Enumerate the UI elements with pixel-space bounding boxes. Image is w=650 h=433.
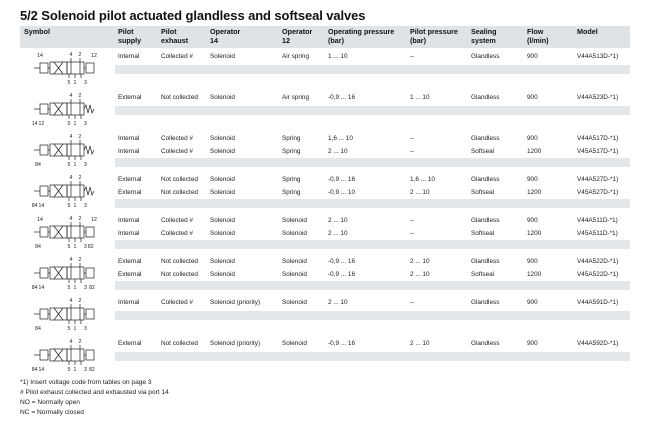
cell-pilot-supply: Internal xyxy=(118,53,140,60)
header-flow: Flow (l/min) xyxy=(527,27,549,45)
svg-text:4: 4 xyxy=(69,339,73,345)
cell-pilot-pressure: 1,6 ... 10 xyxy=(410,176,435,183)
cell-pilot-supply: External xyxy=(118,340,142,347)
cell-sealing-system: Glandless xyxy=(471,340,500,347)
svg-text:3 82: 3 82 xyxy=(84,244,94,250)
table-row xyxy=(20,268,630,281)
footnote: *1) Insert voltage code from tables on page 3 xyxy=(20,379,152,386)
valve-group xyxy=(20,171,630,212)
row-separator-band xyxy=(115,240,630,249)
cell-operator-14: Solenoid xyxy=(210,135,235,142)
svg-text:1: 1 xyxy=(73,80,77,86)
cell-sealing-system: Glandless xyxy=(471,135,500,142)
cell-pilot-supply: Internal xyxy=(118,135,140,142)
cell-pilot-pressure: 2 ... 10 xyxy=(410,340,430,347)
cell-pilot-supply: Internal xyxy=(118,217,140,224)
table-row xyxy=(20,337,630,350)
header-pilot-supply: Pilot supply xyxy=(118,27,142,45)
cell-sealing-system: Softseal xyxy=(471,230,495,237)
table-body xyxy=(20,48,630,376)
svg-text:14: 14 xyxy=(37,53,43,59)
cell-model: V44A513D-*1) xyxy=(577,53,619,60)
svg-text:4: 4 xyxy=(69,175,73,181)
svg-text:4: 4 xyxy=(69,134,73,140)
svg-text:3 82: 3 82 xyxy=(84,367,95,373)
cell-model: V45A511D-*1) xyxy=(577,230,618,237)
svg-text:5: 5 xyxy=(67,162,71,168)
cell-operating-pressure: 2 ... 10 xyxy=(328,148,348,155)
cell-operator-14: Solenoid xyxy=(210,217,235,224)
cell-operator-14: Solenoid xyxy=(210,271,235,278)
cell-pilot-pressure: – xyxy=(410,135,414,142)
cell-operating-pressure: 1 ... 10 xyxy=(328,53,348,60)
table-row xyxy=(20,132,630,145)
cell-operating-pressure: 1,6 ... 10 xyxy=(328,135,353,142)
svg-text:1: 1 xyxy=(73,285,77,291)
svg-text:4: 4 xyxy=(69,93,73,99)
svg-text:1: 1 xyxy=(73,121,77,127)
svg-text:84 14: 84 14 xyxy=(31,367,45,373)
cell-operating-pressure: 2 ... 10 xyxy=(328,299,348,306)
svg-text:12: 12 xyxy=(91,217,97,223)
row-separator-band xyxy=(115,311,630,320)
cell-operator-14: Solenoid xyxy=(210,230,235,237)
cell-pilot-exhaust: Collected # xyxy=(161,217,193,224)
cell-flow: 900 xyxy=(527,258,538,265)
footnote: NC = Normally closed xyxy=(20,409,84,416)
cell-operating-pressure: -0,9 ... 16 xyxy=(328,94,355,101)
cell-operator-14: Solenoid xyxy=(210,176,235,183)
cell-pilot-exhaust: Not collected xyxy=(161,176,198,183)
svg-text:5: 5 xyxy=(67,244,71,250)
cell-pilot-exhaust: Collected # xyxy=(161,135,193,142)
svg-text:4: 4 xyxy=(69,52,73,58)
cell-flow: 1200 xyxy=(527,189,542,196)
cell-operator-12: Spring xyxy=(282,189,301,196)
cell-pilot-supply: External xyxy=(118,176,142,183)
svg-text:1: 1 xyxy=(73,162,77,168)
svg-text:2: 2 xyxy=(78,93,82,99)
svg-text:2: 2 xyxy=(78,298,82,304)
header-operating-pressure: Operating pressure (bar) xyxy=(328,27,395,45)
cell-pilot-pressure: – xyxy=(410,53,414,60)
cell-pilot-pressure: – xyxy=(410,230,414,237)
svg-text:5: 5 xyxy=(67,80,71,86)
cell-operator-12: Spring xyxy=(282,176,301,183)
cell-model: V44A511D-*1) xyxy=(577,217,618,224)
svg-text:12: 12 xyxy=(91,53,97,59)
svg-text:3 82: 3 82 xyxy=(84,285,95,291)
footnote: # Pilot exhaust collected and exhausted via port 14 xyxy=(20,389,169,396)
table-row xyxy=(20,50,630,63)
table-row xyxy=(20,214,630,227)
cell-pilot-exhaust: Not collected xyxy=(161,271,198,278)
cell-operating-pressure: -0,9 ... 16 xyxy=(328,271,355,278)
page-title: 5/2 Solenoid pilot actuated glandless and softseal valves xyxy=(20,8,366,23)
cell-pilot-exhaust: Collected # xyxy=(161,230,193,237)
cell-sealing-system: Glandless xyxy=(471,94,500,101)
cell-operator-12: Spring xyxy=(282,148,301,155)
cell-pilot-exhaust: Not collected xyxy=(161,258,198,265)
row-separator-band xyxy=(115,65,630,74)
cell-flow: 900 xyxy=(527,135,538,142)
svg-text:5: 5 xyxy=(67,326,71,332)
cell-pilot-exhaust: Not collected xyxy=(161,94,198,101)
svg-text:2: 2 xyxy=(78,52,82,58)
header-symbol: Symbol xyxy=(24,27,50,36)
table-row xyxy=(20,91,630,104)
cell-pilot-pressure: 2 ... 10 xyxy=(410,189,430,196)
cell-model: V44A527D-*1) xyxy=(577,176,619,183)
svg-text:4: 4 xyxy=(69,257,73,263)
cell-pilot-pressure: 2 ... 10 xyxy=(410,258,430,265)
valve-group xyxy=(20,130,630,171)
cell-model: V44A592D-*1) xyxy=(577,340,619,347)
cell-pilot-supply: Internal xyxy=(118,299,140,306)
cell-pilot-exhaust: Not collected xyxy=(161,340,198,347)
cell-model: V45A517D-*1) xyxy=(577,148,619,155)
cell-operator-14: Solenoid xyxy=(210,148,235,155)
header-model: Model xyxy=(577,27,598,36)
row-separator-band xyxy=(115,199,630,208)
cell-pilot-pressure: – xyxy=(410,148,414,155)
cell-pilot-pressure: 1 ... 10 xyxy=(410,94,430,101)
cell-model: V44A522D-*1) xyxy=(577,258,619,265)
cell-pilot-supply: External xyxy=(118,271,142,278)
table-row xyxy=(20,296,630,309)
header-pilot-exhaust: Pilot exhaust xyxy=(161,27,189,45)
header-operator-12: Operator 12 xyxy=(282,27,313,45)
cell-pilot-exhaust: Collected # xyxy=(161,53,193,60)
svg-text:4: 4 xyxy=(69,216,73,222)
cell-model: V45A522D-*1) xyxy=(577,271,619,278)
cell-pilot-pressure: – xyxy=(410,299,414,306)
row-separator-band xyxy=(115,281,630,290)
svg-text:1: 1 xyxy=(73,203,77,209)
svg-text:1: 1 xyxy=(73,244,77,250)
svg-text:2: 2 xyxy=(78,175,82,181)
cell-flow: 900 xyxy=(527,176,538,183)
cell-operating-pressure: -0,9 ... 16 xyxy=(328,340,355,347)
cell-operator-12: Solenoid xyxy=(282,340,307,347)
svg-text:5: 5 xyxy=(67,121,71,127)
row-separator-band xyxy=(115,158,630,167)
cell-pilot-supply: Internal xyxy=(118,230,140,237)
cell-sealing-system: Softseal xyxy=(471,148,495,155)
cell-flow: 900 xyxy=(527,94,538,101)
svg-text:3: 3 xyxy=(84,80,87,86)
svg-text:2: 2 xyxy=(78,257,82,263)
cell-operator-12: Solenoid xyxy=(282,271,307,278)
cell-pilot-exhaust: Not collected xyxy=(161,189,198,196)
svg-text:5: 5 xyxy=(67,367,71,373)
valve-group xyxy=(20,253,630,294)
cell-sealing-system: Glandless xyxy=(471,299,500,306)
valve-group xyxy=(20,335,630,376)
header-operator-14: Operator 14 xyxy=(210,27,241,45)
cell-pilot-supply: External xyxy=(118,258,142,265)
cell-operator-12: Spring xyxy=(282,135,301,142)
svg-text:14: 14 xyxy=(37,217,43,223)
cell-operator-12: Solenoid xyxy=(282,217,307,224)
cell-sealing-system: Softseal xyxy=(471,189,495,196)
svg-text:84 14: 84 14 xyxy=(31,285,45,291)
svg-text:84: 84 xyxy=(35,326,41,332)
cell-operator-12: Solenoid xyxy=(282,299,307,306)
table-header xyxy=(20,26,630,48)
cell-operator-12: Air spring xyxy=(282,53,309,60)
valve-group xyxy=(20,89,630,130)
table-row xyxy=(20,145,630,158)
row-separator-band xyxy=(115,352,630,361)
cell-flow: 1200 xyxy=(527,271,542,278)
table-row xyxy=(20,255,630,268)
table-row xyxy=(20,186,630,199)
cell-sealing-system: Glandless xyxy=(471,53,500,60)
svg-text:2: 2 xyxy=(78,134,82,140)
cell-flow: 900 xyxy=(527,53,538,60)
cell-operating-pressure: -0,9 ... 16 xyxy=(328,258,355,265)
valve-group xyxy=(20,294,630,335)
cell-operator-14: Solenoid xyxy=(210,94,235,101)
svg-text:3: 3 xyxy=(84,203,87,209)
cell-sealing-system: Glandless xyxy=(471,176,500,183)
svg-text:84: 84 xyxy=(35,244,41,250)
cell-operating-pressure: 2 ... 10 xyxy=(328,230,348,237)
svg-text:3: 3 xyxy=(84,121,87,127)
svg-text:84 14: 84 14 xyxy=(31,203,45,209)
cell-operator-14: Solenoid xyxy=(210,53,235,60)
svg-text:1: 1 xyxy=(73,326,77,332)
cell-pilot-supply: External xyxy=(118,189,142,196)
cell-pilot-supply: Internal xyxy=(118,148,140,155)
cell-operating-pressure: -0,9 ... 16 xyxy=(328,176,355,183)
cell-model: V44A517D-*1) xyxy=(577,135,619,142)
cell-operator-14: Solenoid (priority) xyxy=(210,340,261,347)
cell-sealing-system: Glandless xyxy=(471,258,500,265)
cell-flow: 900 xyxy=(527,299,538,306)
svg-text:5: 5 xyxy=(67,203,71,209)
header-sealing-system: Sealing system xyxy=(471,27,497,45)
svg-text:2: 2 xyxy=(78,339,82,345)
cell-flow: 1200 xyxy=(527,230,542,237)
svg-text:3: 3 xyxy=(84,326,87,332)
header-pilot-pressure: Pilot pressure (bar) xyxy=(410,27,458,45)
valve-group xyxy=(20,212,630,253)
svg-text:2: 2 xyxy=(78,216,82,222)
svg-text:14 12: 14 12 xyxy=(31,121,45,127)
cell-flow: 900 xyxy=(527,340,538,347)
table-row xyxy=(20,227,630,240)
cell-operator-14: Solenoid xyxy=(210,258,235,265)
cell-operator-14: Solenoid (priority) xyxy=(210,299,261,306)
cell-operating-pressure: 2 ... 10 xyxy=(328,217,348,224)
svg-text:1: 1 xyxy=(73,367,77,373)
cell-operator-12: Air spring xyxy=(282,94,309,101)
cell-operator-12: Solenoid xyxy=(282,258,307,265)
cell-operator-14: Solenoid xyxy=(210,189,235,196)
valve-group xyxy=(20,48,630,89)
cell-sealing-system: Glandless xyxy=(471,217,500,224)
cell-sealing-system: Softseal xyxy=(471,271,495,278)
footnotes xyxy=(20,378,169,418)
cell-model: V45A527D-*1) xyxy=(577,189,619,196)
cell-pilot-exhaust: Collected # xyxy=(161,299,193,306)
svg-text:84: 84 xyxy=(35,162,41,168)
valves-table xyxy=(20,26,630,376)
cell-pilot-supply: External xyxy=(118,94,142,101)
cell-flow: 1200 xyxy=(527,148,542,155)
footnote: NO = Normally open xyxy=(20,399,80,406)
cell-pilot-exhaust: Collected # xyxy=(161,148,193,155)
cell-model: V44A591D-*1) xyxy=(577,299,619,306)
cell-model: V44A523D-*1) xyxy=(577,94,619,101)
cell-flow: 900 xyxy=(527,217,538,224)
cell-pilot-pressure: – xyxy=(410,217,414,224)
cell-pilot-pressure: 2 ... 10 xyxy=(410,271,430,278)
svg-text:5: 5 xyxy=(67,285,71,291)
table-row xyxy=(20,173,630,186)
svg-text:4: 4 xyxy=(69,298,73,304)
svg-text:3: 3 xyxy=(84,162,87,168)
cell-operating-pressure: -0,9 ... 10 xyxy=(328,189,355,196)
cell-operator-12: Solenoid xyxy=(282,230,307,237)
row-separator-band xyxy=(115,106,630,115)
